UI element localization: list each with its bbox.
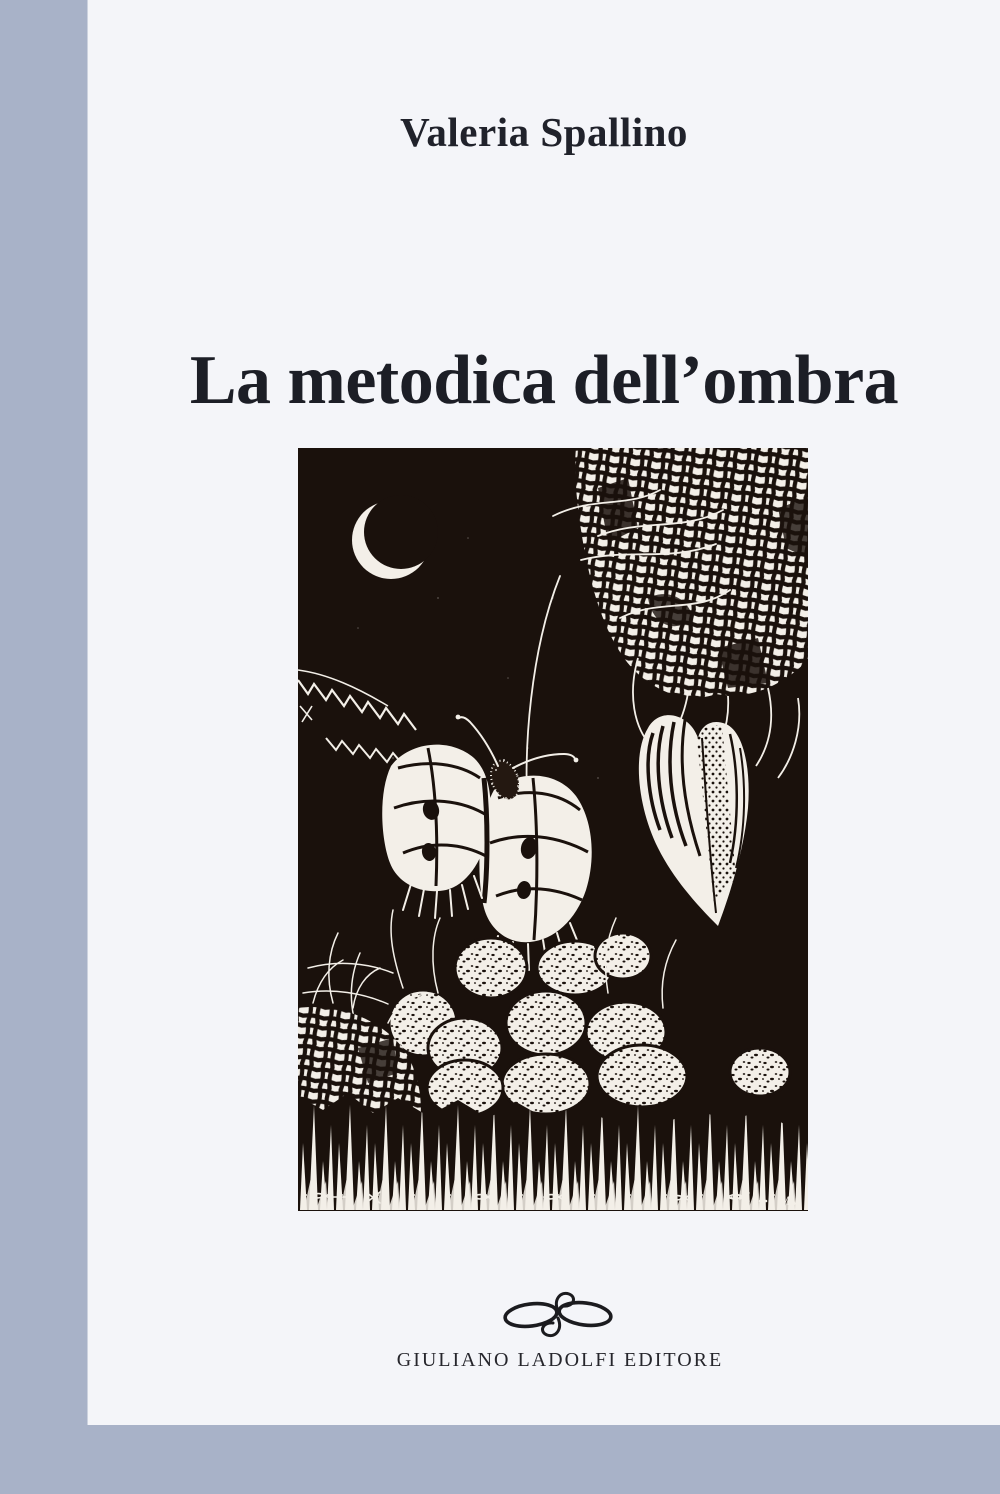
cover-page — [87, 0, 1000, 1425]
cover-illustration — [298, 448, 808, 1211]
publisher-logo — [102, 1287, 1000, 1350]
book-title: La metodica dell’ombra — [189, 342, 899, 419]
infinity-flourish-icon — [493, 1287, 623, 1345]
artist-signature: MM — [779, 1193, 801, 1208]
author-name: Valeria Spallino — [400, 109, 688, 155]
publisher-name: GIULIANO LADOLFI EDITORE — [396, 1349, 724, 1371]
